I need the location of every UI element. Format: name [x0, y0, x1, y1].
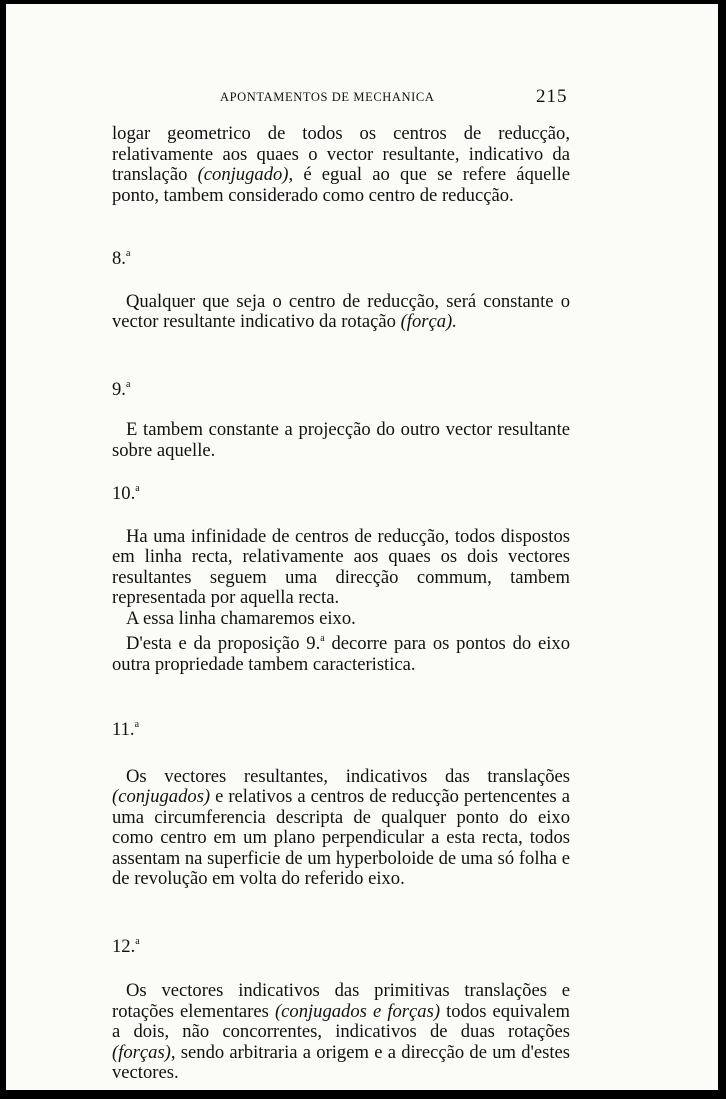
- paragraph-text: sendo arbitraria a origem e a direcção de um d'estes vectores.: [112, 1041, 570, 1083]
- section-heading-10: [112, 479, 570, 505]
- heading-ordinal: a: [125, 378, 131, 390]
- paragraph-text: decorre para os pontos do eixo outra propriedade tambem caracteristica.: [112, 633, 570, 675]
- paragraph-emphasis: (força).: [400, 311, 457, 332]
- running-title: APONTAMENTOS DE MECHANICA: [220, 90, 435, 104]
- paragraph-text: é egual ao que se refere áquelle ponto, tambem considerado como centro de reducção.: [112, 164, 570, 206]
- paragraph-text: Os vectores resultantes, indicativos das translações: [126, 765, 570, 787]
- section-heading-12: [112, 932, 570, 958]
- heading-number: 9.: [112, 378, 126, 400]
- paragraph-text: Qualquer que seja o centro de reducção, será constante o vector resultante indicativo da rotação: [112, 290, 570, 332]
- running-head: [6, 86, 718, 110]
- heading-number: 8.: [112, 248, 126, 269]
- section-heading-11: [112, 715, 570, 741]
- heading-ordinal: a: [135, 483, 140, 494]
- paragraph-text: E tambem constante a projecção do outro vector resultante sobre aquelle.: [112, 419, 570, 461]
- paragraph-10-line-3: [112, 629, 570, 675]
- paragraph-text: Ha uma infinidade de centros de reducção, todos dispostos em linha recta, relativamente aos quaes os dois vectores resultantes seguem uma direcção commum, tambem representada por aquella recta.: [112, 525, 570, 608]
- heading-ordinal: a: [135, 935, 140, 947]
- paragraph-emphasis: (forças),: [112, 1041, 176, 1063]
- heading-number: 12.: [112, 935, 136, 957]
- heading-ordinal: a: [125, 248, 131, 259]
- paragraph-text: logar geometrico de todos os centros de reducção, relativamente aos quaes o vector resultante, indicativo da translação: [112, 123, 570, 185]
- paragraph-8: [112, 292, 570, 333]
- paragraph-9: [112, 420, 570, 461]
- section-heading-8: [112, 244, 570, 270]
- heading-number: 11.: [112, 719, 135, 740]
- paragraph-text: e relativos a centros de reducção pertencentes a uma circumferencia descripta de qualquer ponto do eixo como centro em um plano perpendicular a esta recta, todos assentam na superficie de um hyperboloide de uma só folha e de revolução em volta do referido eixo.: [112, 786, 570, 889]
- paragraph-text: A essa linha chamaremos eixo.: [126, 607, 356, 629]
- paragraph-text: Os vectores indicativos das primitivas translações e rotações elementares: [112, 980, 570, 1022]
- paragraph-text: D'esta e da proposição 9.: [126, 633, 321, 654]
- paragraph-12: [112, 981, 570, 1084]
- ordinal-mark: a: [320, 633, 325, 644]
- paragraph-text: todos equivalem a dois, não concorrentes, indicativos de duas rotações: [112, 1000, 570, 1042]
- page-body: [112, 124, 570, 1084]
- paragraph-7-continuation: [112, 124, 570, 206]
- heading-number: 10.: [112, 483, 136, 504]
- book-page: [6, 4, 718, 1090]
- paragraph-emphasis: (conjugado),: [197, 164, 294, 185]
- paragraph-emphasis: (conjugados e forças): [274, 1000, 441, 1022]
- section-heading-9: [112, 375, 570, 401]
- heading-ordinal: a: [134, 719, 140, 730]
- paragraph-10-line-2: [112, 609, 570, 630]
- page-number: 215: [536, 86, 568, 107]
- paragraph-10: [112, 527, 570, 609]
- paragraph-11: [112, 767, 570, 890]
- paragraph-emphasis: (conjugados): [112, 786, 211, 807]
